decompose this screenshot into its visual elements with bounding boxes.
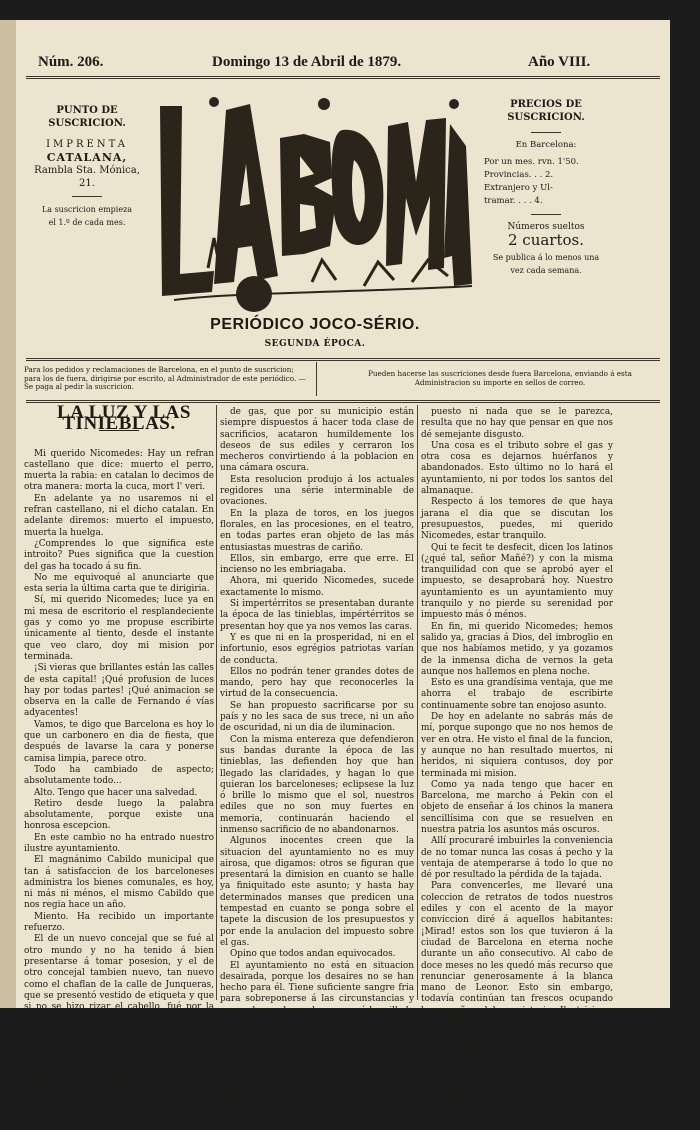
- article-column-2: [220, 407, 414, 1118]
- box-divider: [531, 132, 561, 133]
- article-paragraph: Si impertérritos se presentaban durante la época de las tinieblas, impértérritos se presentan hoy que ya nos vemos las caras.: [220, 599, 414, 632]
- article-paragraph: No me equivoqué al anunciarte que esta seria la última carta que te dirigiria.: [24, 572, 214, 595]
- box-divider: [72, 196, 102, 197]
- price-row-provinces: Provincias. . . 2.: [484, 170, 554, 180]
- article-paragraph: Esta resolucion produjo á los actuales regidores una série interminable de ovaciones.: [220, 474, 414, 508]
- article-paragraph: Mi querido Nicomedes: Hay un refran castellano que dice: muerto el perro, muerta la rabia: en catalan lo decimos de otra manera: morta la cuca, mort l' veri.: [24, 448, 214, 493]
- article-paragraph: Ahora, mi querido Nicomedes, sucede exactamente lo mismo.: [220, 576, 414, 598]
- prices-city: En Barcelona:: [515, 140, 577, 150]
- column-separator: [216, 405, 217, 1000]
- article-paragraph: En la plaza de toros, en los juegos florales, en las procesiones, en el teatro, en todas partes eran objeto de las más entusiastas muestras de cariño.: [220, 508, 414, 553]
- article-paragraph: Algunos inocentes creen que la situacion del ayuntamiento no es muy airosa, que digamos: otros se figuran que presentará la dimision en cuanto se halle ya finiquitado este asunto; y hasta hay determinados manses que predicen una tempestad en cuanto se ponga sobre el tapete la discusion de los presupuestos y por ende la anulacion del impuesto sobre el gas.: [220, 836, 414, 948]
- article-paragraph: Vamos, te digo que Barcelona es hoy lo que un carbonero en dia de fiesta, que después de lavarse la cara y ponerse camisa limpia, parece otro.: [24, 719, 214, 764]
- article-headline: LA LUZ Y LAS TINIEBLAS.: [57, 402, 191, 435]
- article-paragraph: Todo ha cambiado de aspecto; absolutamente todo...: [24, 764, 214, 787]
- article-paragraph: Qui te fecit te desfecit, dicen los latinos (¿qué tal, señor Mañé?) y con la misma tranquilidad con que se aprobó ayer el impuesto, se desaprobará hoy. Nuestro ayuntamiento es un ayuntamiento muy tranquilo y no pierde su serenidad por impuesto más ó ménos.: [421, 542, 613, 621]
- notice-separator: [316, 362, 317, 396]
- publication-frequency-2: vez cada semana.: [510, 266, 582, 275]
- issue-year: Año VIII.: [528, 54, 591, 70]
- article-paragraph: En este cambio no ha entrado nuestro ilustre ayuntamiento.: [24, 832, 214, 854]
- article-paragraph: Si á dimitir fuéramos, hace ya tiempo que lo hubiera hecho nuestro municipio, pero como esta no es la cuestion, como aquí no se trata de dejar el: [220, 1073, 414, 1118]
- article-paragraph: Una cosa es el tributo sobre el gas y otra cosa es dejarnos huérfanos y abandonados. Esto último no lo hará el ayuntamiento, ni por todos los santos del almanaque.: [421, 440, 613, 497]
- article-column-3: [421, 407, 613, 1129]
- subscription-start-note: La suscricion empieza: [41, 205, 133, 214]
- postal-subscription-notice: Pueden hacerse las suscriciones desde fuera Barcelona, enviando á esta Administracion su importe en sellos de correo.: [368, 369, 632, 387]
- article-paragraph: Hace un año se le puso en la mollera hacernos pagar diariamente á la gallina ciega. Los consumidores: [24, 1058, 214, 1092]
- article-paragraph: Para convencerles, me llevaré una coleccion de retratos de todos nuestros ediles y con el acento de la mayor conviccion diré á aquellos habitantes: ¡Mirad! estos son los que tuvieron á la ciudad de Barcelona en eterna noche durante un año consecutivo. Al cabo de doce meses no les quedó más recurso que renunciar generosamente á la blanca mano de Leonor. Esto sin embargo, todavía continúan tan frescos ocupando los escaños del consistorio. Ilustrisimos pekinenses, (¿eh?) yo os conjuro, si quereis llegar á la cúspide de la dignidad bien entendida, que imiteis á los ediles barceloneses.: [421, 881, 613, 1061]
- masthead-epoch: SEGUNDA ÉPOCA.: [264, 339, 366, 349]
- masthead-illustration: [154, 86, 476, 308]
- subscription-point-title: PUNTO DE SUSCRICION.: [48, 105, 126, 129]
- article-paragraph: Retiro desde luego la palabra absolutamente, porque existe una honrosa escepcion.: [24, 798, 214, 832]
- article-paragraph: Opino que todos andan equivocados.: [230, 949, 396, 960]
- article-paragraph: Lo de la dimision es un contrasentido más grande que la panza del señor Fontrodona.: [220, 1039, 414, 1073]
- box-divider: [531, 214, 561, 215]
- article-paragraph: de gas, que por su municipio están siempre dispuestos á hacer toda clase de sacrificios, acataron humildemente los deseos de sus ediles y cerraron los mecheros convirtiendo á la poblacion en una cámara oscura.: [220, 407, 414, 474]
- article-paragraph: Me parece que con este discurso, los hijos de Pekin quedarán muy convencidos y su boca no se cerrará por los siglos de los siglos.: [421, 1062, 613, 1107]
- printer-name: CATALANA,: [46, 151, 128, 164]
- article-paragraph: El de un nuevo concejal que se fué al otro mundo y no ha tenido á bien presentarse á tomar posesion, y el de otro concejal tambien nuevo, tan nuevo como el chaflan de la calle de Junqueras, que se presentó vestido de etiqueta y que si no se hizo rizar el cabello, fué por la sencilla razon de que..... es calvo.: [24, 934, 214, 1024]
- article-paragraph: Como te iba diciendo, todo ha cambiado en Barcelona, ménos el inclito ayuntamiento.: [24, 1024, 214, 1058]
- binding-edge: [0, 20, 16, 1008]
- prices-title: PRECIOS DE SUSCRICION.: [507, 99, 585, 123]
- article-paragraph: Esto es una grandísima ventaja, que me ahorra el trabajo de escribirte continuamente sobre tan enojoso asunto.: [421, 678, 613, 711]
- article-paragraph: ¡Si vieras que brillantes están las calles de esta capital! ¡Qué profusion de luces hay por todas partes! ¡Qué animacion se observa en la calle de Fernando é vías adyacentes!: [24, 663, 214, 719]
- masthead-title-art: [160, 97, 472, 312]
- article-paragraph: En adelante ya no usaremos ni el refran castellano, ni el dicho catalan. En adelante diremos: muerto el impuesto, muerta la huelga.: [24, 493, 214, 538]
- article-paragraph: De hoy en adelante no sabrás más de mí, porque supongo que no nos hemos de ver en otra. He visto el final de la funcion, y aunque no han resultado muertos, ni heridos, ni siquiera contusos, doy por terminada mi mision.: [421, 712, 613, 779]
- article-paragraph: En fin, mi querido Nicomedes; hemos salido ya, gracias á Dios, del imbroglio en que nos habíamos metido, y ya gozamos de la inmensa dicha de vernos la geta aunque nos hallemos en plena noche.: [421, 621, 613, 677]
- subscription-start-date: el 1.º de cada mes.: [48, 218, 126, 227]
- article-paragraph: Como ya nada tengo que hacer en Barcelona, me marcho á Pekin con el objeto de enseñar á los chinos la manera sencillísima con que se resuelven en nuestra patria los asuntos más oscuros.: [421, 779, 613, 835]
- article-paragraph: Con la misma entereza que defendieron sus bandas durante la época de las tinieblas, las defienden hoy que han llegado las claridades, y hagan lo que quieran los barceloneses; eclipsese la luz ó brille lo mismo que el sol, nuestros ediles que no son muy fuertes en memoria, continuarán haciendo el inmenso sacrificio de no abandonarnos.: [220, 734, 414, 835]
- article-paragraph: Respecto á los temores de que haya jarana el dia que se discutan los presupuestos, puedes, mi querido Nicomedes, estar tranquilo.: [421, 497, 613, 542]
- issue-date: Domingo 13 de Abril de 1879.: [212, 54, 402, 70]
- issue-number: Núm. 206.: [38, 54, 104, 70]
- column-separator: [417, 405, 418, 1000]
- article-paragraph: Alto. Tengo que hacer una salvedad.: [34, 787, 198, 798]
- article-paragraph: Adios, mi querido Nicomedes; pídele á la Provi-: [421, 1107, 613, 1129]
- article-paragraph: Ellos, sin embargo, erre que erre. El incienso no les embriagaba.: [220, 553, 414, 576]
- article-paragraph: El magnánimo Cabildo municipal que tan á satisfaccion de los barceloneses administra los bienes comunales, es hoy, ni más ni ménos, el mismo Cabildo que nos regia hace un año.: [24, 855, 214, 911]
- article-paragraph: Ellos no podrán tener grandes dotes de mando, pero hay que reconocerles la virtud de la consecuencia.: [220, 666, 414, 700]
- article-column-1: [24, 402, 214, 1092]
- notice-top-rule: [26, 358, 660, 361]
- loose-issues-label: Números sueltos: [507, 222, 585, 232]
- article-paragraph: Se han propuesto sacrificarse por su país y no les saca de sus trece, ni un año de oscuridad, ni un dia de iluminacion.: [220, 700, 414, 734]
- subscription-prices-box: [484, 98, 608, 277]
- publication-frequency-1: Se publica á lo menos una: [492, 253, 600, 262]
- article-paragraph: puesto ni nada que se le parezca, resulta que no hay que pensar en que nos dé semejante disgusto.: [421, 407, 613, 440]
- orders-notice: Para los pedidos y reclamaciones de Barcelona, en el punto de suscricion; para los de fuera, dirigirse por escrito, al Administrador de este periódico. — Se paga al pedir la suscricion.: [24, 365, 306, 392]
- loose-issue-price: 2 cuartos.: [507, 231, 584, 249]
- article-paragraph: Miento. Ha recibido un importante refuerzo.: [24, 911, 214, 934]
- masthead-subtitle: PERIÓDICO JOCO-SÉRIO.: [210, 316, 420, 333]
- article-paragraph: Sí, mi querido Nicomedes; luce ya en mi mesa de escritorio el resplandeciente gas y como yo me propuse escribirte únicamente al tiento, desde el instante que veo claro, doy mi mision por terminada.: [24, 595, 214, 662]
- price-row-month: Por un mes. rvn. 1'50.: [484, 157, 579, 167]
- printer-label: IMPRENTA: [46, 139, 128, 150]
- article-paragraph: ¿Comprendes lo que significa este introito? Pues significa que la cuestion del gas ha tocado á su fin.: [24, 538, 214, 572]
- article-paragraph: Y es que ni en la prosperidad, ni en el infortunio, esos egrégios patriotas varían de conducta.: [220, 632, 414, 666]
- printer-address: Rambla Sta. Mónica, 21.: [34, 165, 140, 189]
- article-paragraph: El ayuntamiento no está en situacion desairada, porque los desaires no se han hecho para él. Tiene suficiente sangre fria para sobreponerse á las circunstancias y por nada en el mundo se creerá humillado mientras tenga la confianza de sus concuidadanos.: [220, 960, 414, 1039]
- price-row-abroad: Extranjero y Ul-: [484, 183, 553, 193]
- price-row-overseas: tramar. . . . 4.: [484, 196, 543, 206]
- subscription-point-box: [26, 104, 148, 229]
- article-paragraph: Allí procuraré imbuirles la conveniencia de no tomar nunca las cosas á pecho y la ventaja de atemperarse á todo lo que no dé por resultado la pérdida de la tajada.: [421, 836, 613, 881]
- newspaper-page: [16, 20, 670, 1129]
- header-rule: [26, 76, 660, 79]
